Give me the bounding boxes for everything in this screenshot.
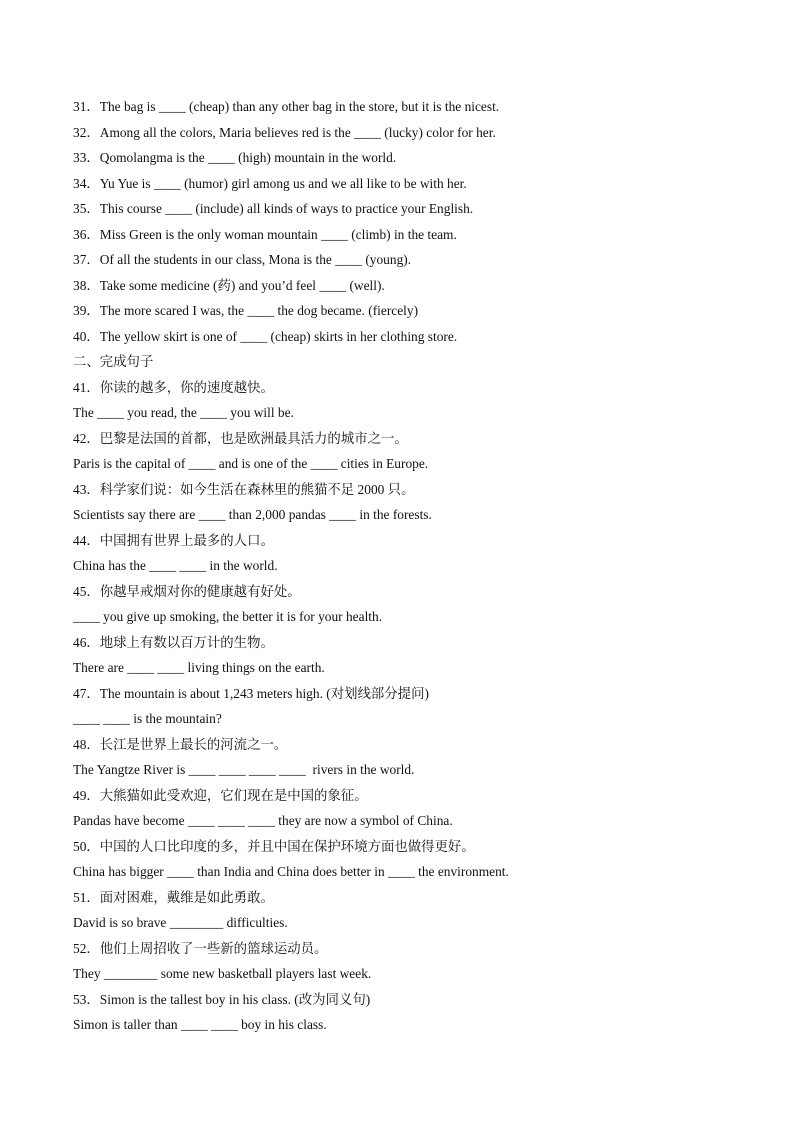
question-31: 31．The bag is ____ (cheap) than any other bag in the store, but it is the nicest. [73,99,500,114]
question-49-prompt: 49．大熊猫如此受欢迎，它们现在是中国的象征。 [73,787,368,803]
question-42-prompt: 42．巴黎是法国的首都，也是欧洲最具活力的城市之一。 [73,430,408,446]
question-52-sentence: They ________ some new basketball players last week. [73,966,372,981]
question-46-prompt: 46．地球上有数以百万计的生物。 [73,634,274,650]
question-53-prompt: 53．Simon is the tallest boy in his class. (改为同义句) [73,991,371,1007]
question-35: 35．This course ____ (include) all kinds of ways to practice your English. [73,201,474,216]
question-46-sentence: There are ____ ____ living things on the earth. [73,660,325,675]
question-44-prompt: 44．中国拥有世界上最多的人口。 [73,532,274,548]
question-45-sentence: ____ you give up smoking, the better it is for your health. [73,609,383,624]
question-32: 32．Among all the colors, Maria believes red is the ____ (lucky) color for her. [73,124,496,140]
question-50-sentence: China has bigger ____ than India and China does better in ____ the environment. [73,864,509,879]
question-51-prompt: 51．面对困难，戴维是如此勇敢。 [73,889,274,905]
section-heading: 二、完成句子 [73,354,154,369]
question-52-prompt: 52．他们上周招收了一些新的篮球运动员。 [73,940,328,956]
question-41-sentence: The ____ you read, the ____ you will be. [73,405,294,420]
question-47-sentence: ____ ____ is the mountain? [73,711,222,726]
question-53-sentence: Simon is taller than ____ ____ boy in his class. [73,1017,327,1032]
question-43-prompt: 43．科学家们说：如今生活在森林里的熊猫不足 2000 只。 [73,481,415,497]
question-51-sentence: David is so brave ________ difficulties. [73,915,288,930]
question-48-prompt: 48．长江是世界上最长的河流之一。 [73,736,288,752]
question-39: 39．The more scared I was, the ____ the dog became. (fiercely) [73,303,419,318]
question-48-sentence: The Yangtze River is ____ ____ ____ ____ rivers in the world. [73,762,415,777]
question-50-prompt: 50．中国的人口比印度的多，并且中国在保护环境方面也做得更好。 [73,838,475,854]
question-49-sentence: Pandas have become ____ ____ ____ they are now a symbol of China. [73,813,453,828]
worksheet [73,94,753,1038]
question-37: 37．Of all the students in our class, Mona is the ____ (young). [73,252,412,267]
question-38: 38．Take some medicine (药) and you’d feel ____ (well). [73,277,385,293]
question-47-prompt: 47．The mountain is about 1,243 meters high. (对划线部分提问) [73,685,429,701]
question-45-prompt: 45．你越早戒烟对你的健康越有好处。 [73,583,301,599]
question-36: 36．Miss Green is the only woman mountain ____ (climb) in the team. [73,226,457,242]
question-33: 33．Qomolangma is the ____ (high) mountain in the world. [73,150,397,165]
question-34: 34．Yu Yue is ____ (humor) girl among us and we all like to be with her. [73,175,467,191]
question-42-sentence: Paris is the capital of ____ and is one of the ____ cities in Europe. [73,456,429,471]
question-43-sentence: Scientists say there are ____ than 2,000 pandas ____ in the forests. [73,507,432,522]
question-41-prompt: 41．你读的越多，你的速度越快。 [73,379,274,395]
question-44-sentence: China has the ____ ____ in the world. [73,558,278,573]
question-40: 40．The yellow skirt is one of ____ (cheap) skirts in her clothing store. [73,328,458,344]
